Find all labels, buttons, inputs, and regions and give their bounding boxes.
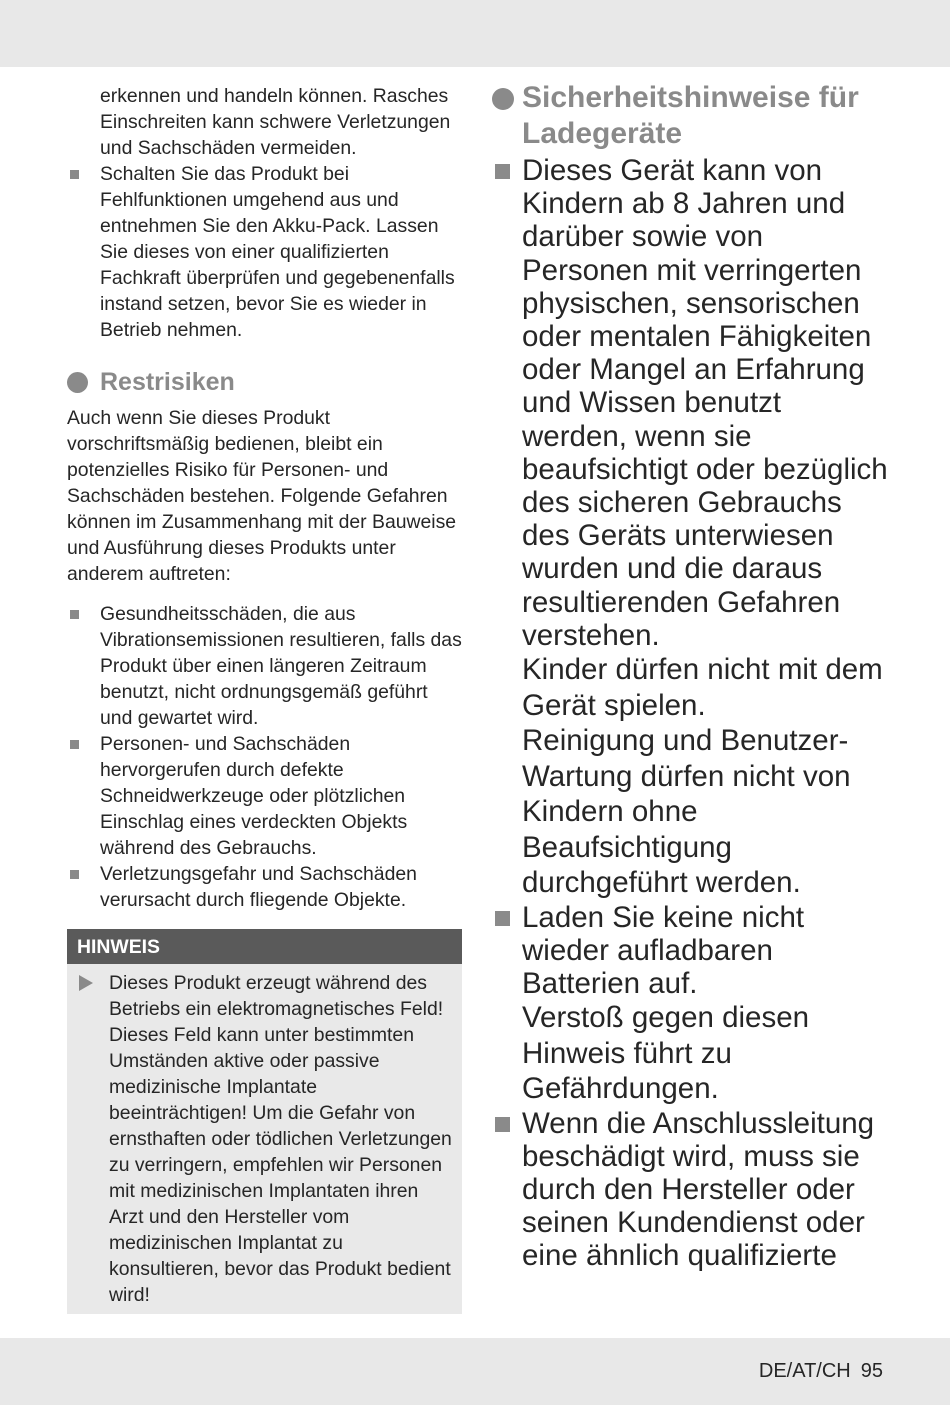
page-number: 95 (860, 1360, 883, 1382)
square-bullet-icon (495, 1117, 510, 1132)
square-bullet-icon (70, 170, 79, 179)
square-bullet-icon (70, 610, 79, 619)
charger-safety-heading: Sicherheitshinweise für Ladegeräte (492, 80, 892, 152)
item-main-text: Dieses Gerät kann von Kindern ab 8 Jahren und darüber sowie von Personen mit verringerten physischen, sensorischen oder mentalen Fähigkeiten oder Mangel an Erfahrung und Wissen benutzt werden, wenn sie beaufsichtigt oder bezüglich des sicheren Gebrauchs des Geräts unterwiesen wurden und die daraus resultierenden Gefahren verstehen. (522, 154, 888, 652)
hinweis-box (67, 929, 462, 1314)
hinweis-label: HINWEIS (67, 929, 462, 964)
list-item: Verletzungsgefahr und Sachschäden verursacht durch fliegende Objekte. (67, 861, 462, 913)
circle-bullet-icon (492, 88, 514, 110)
square-bullet-icon (495, 164, 510, 179)
list-item (492, 901, 892, 1107)
item-sub-text: Reinigung und Benutzer-Wartung dürfen nicht von Kindern ohne Beaufsichtigung durchgeführt werden. (522, 724, 851, 900)
item-sub-text: Verstoß gegen diesen Hinweis führt zu Gefährdungen. (522, 1001, 810, 1106)
right-column (492, 80, 892, 1273)
list-item: Gesundheitsschäden, die aus Vibrationsemissionen resultieren, falls das Produkt über einen längeren Zeitraum benutzt, nicht ordnungsgemäß geführt und gewartet wird. (67, 601, 462, 731)
hinweis-text: Dieses Produkt erzeugt während des Betriebs ein elektromagnetisches Feld! Dieses Feld kann unter bestimmten Umständen aktive oder passive medizinische Implantate beeinträchtigen! Um die Gefahr von ernsthaften oder tödlichen Verletzungen zu verringern, empfehlen wir Personen mit medizinischen Implantaten ihren Arzt und den Hersteller vom medizinischen Implantat zu konsultieren, bevor das Produkt bedient wird! (109, 972, 452, 1306)
top-bullet-list (67, 161, 462, 343)
left-column (67, 83, 462, 1314)
restrisiken-intro: Auch wenn Sie dieses Produkt vorschriftsmäßig bedienen, bleibt ein potenzielles Risiko für Personen- und Sachschäden bestehen. Folgende Gefahren können im Zusammenhang mit der Bauweise und Ausführung dieses Produkts unter anderem auftreten: (67, 407, 457, 585)
square-bullet-icon (70, 870, 79, 879)
list-item: Personen- und Sachschäden hervorgerufen durch defekte Schneidwerkzeuge oder plötzlichen Einschlag eines verdeckten Objekts während des Gebrauchs. (67, 731, 462, 861)
square-bullet-icon (70, 740, 79, 749)
square-bullet-icon (495, 911, 510, 926)
restrisiken-list (67, 601, 462, 913)
list-item (492, 1107, 892, 1273)
item-main-text: Wenn die Anschlussleitung beschädigt wird, muss sie durch den Hersteller oder seinen Kundendienst oder eine ähnlich qualifizierte (522, 1106, 875, 1273)
page-footer (749, 1360, 883, 1383)
header-band (0, 0, 950, 67)
list-item: Schalten Sie das Produkt bei Fehlfunktionen umgehend aus und entnehmen Sie den Akku-Pack. Lassen Sie dieses von einer qualifizierten Fachkraft überprüfen und gegebenenfalls instand setzen, bevor Sie es wieder in Betrieb nehmen. (67, 161, 462, 343)
triangle-bullet-icon (79, 975, 93, 991)
hinweis-body (67, 964, 462, 1314)
item-sub-text: Kinder dürfen nicht mit dem Gerät spielen. (522, 653, 883, 722)
restrisiken-heading: Restrisiken (67, 367, 462, 397)
circle-bullet-icon (67, 372, 88, 393)
continuation-text: erkennen und handeln können. Rasches Einschreiten kann schwere Verletzungen und Sachschäden vermeiden. (100, 85, 451, 159)
footer-region: DE/AT/CH (758, 1360, 851, 1382)
item-main-text: Laden Sie keine nicht wieder aufladbaren Batterien auf. (522, 900, 805, 1000)
list-item (492, 154, 892, 901)
charger-safety-list (492, 154, 892, 1273)
